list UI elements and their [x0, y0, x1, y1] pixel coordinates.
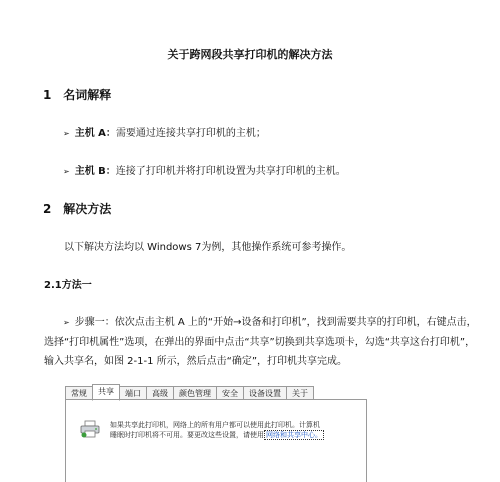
sharing-info-line2: 睡眠时打印机将不可用。要更改这些设置，请使用 网络和共享中心。 [110, 431, 322, 439]
bullet-text: 连接了打印机并将打印机设置为共享打印机的主机。 [115, 166, 346, 177]
intro-paragraph: 以下解决方法均以 Windows 7为例，其他操作系统可参考操作。 [64, 242, 352, 253]
properties-tab-bar [65, 386, 313, 400]
document-title: 关于跨网段共享打印机的解决方法 [167, 48, 333, 61]
arrow-bullet-icon: ➢ [63, 318, 70, 327]
sharing-info-line1: 如果共享此打印机，网络上的所有用户都可以使用此打印机。计算机 [110, 421, 320, 429]
tab-color-management[interactable]: 颜色管理 [173, 386, 217, 400]
printer-icon [80, 420, 100, 438]
tab-about[interactable]: 关于 [286, 386, 314, 400]
section-1-number: 1 [43, 88, 52, 102]
section-1-heading [43, 86, 111, 103]
sharing-info-text [110, 420, 324, 440]
bullet-term: 主机 B： [74, 166, 116, 177]
section-2-number: 2 [43, 202, 52, 216]
step1-line2: 选择“打印机属性”选项，在弹出的界面中点击“共享”切换到共享选项卡，勾选“共享这台打印机”， [44, 337, 476, 348]
subsection-heading: 2.1方法一 [44, 280, 92, 291]
step1-text-line1: 步骤一：依次点击主机 A 上的“开始→设备和打印机”，找到需要共享的打印机，右键点击， [74, 317, 477, 328]
tab-security[interactable]: 安全 [216, 386, 244, 400]
step1-line1 [63, 313, 477, 328]
step1-line3: 输入共享名，如图 2-1-1 所示，然后点击“确定”，打印机共享完成。 [44, 356, 348, 367]
section-2-heading [43, 200, 111, 217]
tab-device-settings[interactable]: 设备设置 [243, 386, 287, 400]
bullet-term: 主机 A： [74, 128, 116, 139]
arrow-bullet-icon: ➢ [63, 129, 70, 138]
tab-ports[interactable]: 端口 [119, 386, 147, 400]
printer-properties-screenshot [65, 386, 385, 481]
section-1-title: 名词解释 [63, 88, 112, 102]
bullet-host-b [63, 162, 346, 177]
tab-general[interactable]: 常规 [65, 386, 93, 400]
sharing-tab-panel [65, 399, 367, 482]
network-sharing-center-link[interactable]: 网络和共享中心。 [266, 431, 322, 439]
bullet-text: 需要通过连接共享打印机的主机； [115, 128, 266, 139]
arrow-bullet-icon: ➢ [63, 167, 70, 176]
bullet-host-a [63, 124, 266, 139]
tab-advanced[interactable]: 高级 [146, 386, 174, 400]
tab-sharing[interactable]: 共享 [92, 384, 120, 401]
section-2-title: 解决方法 [63, 202, 112, 216]
